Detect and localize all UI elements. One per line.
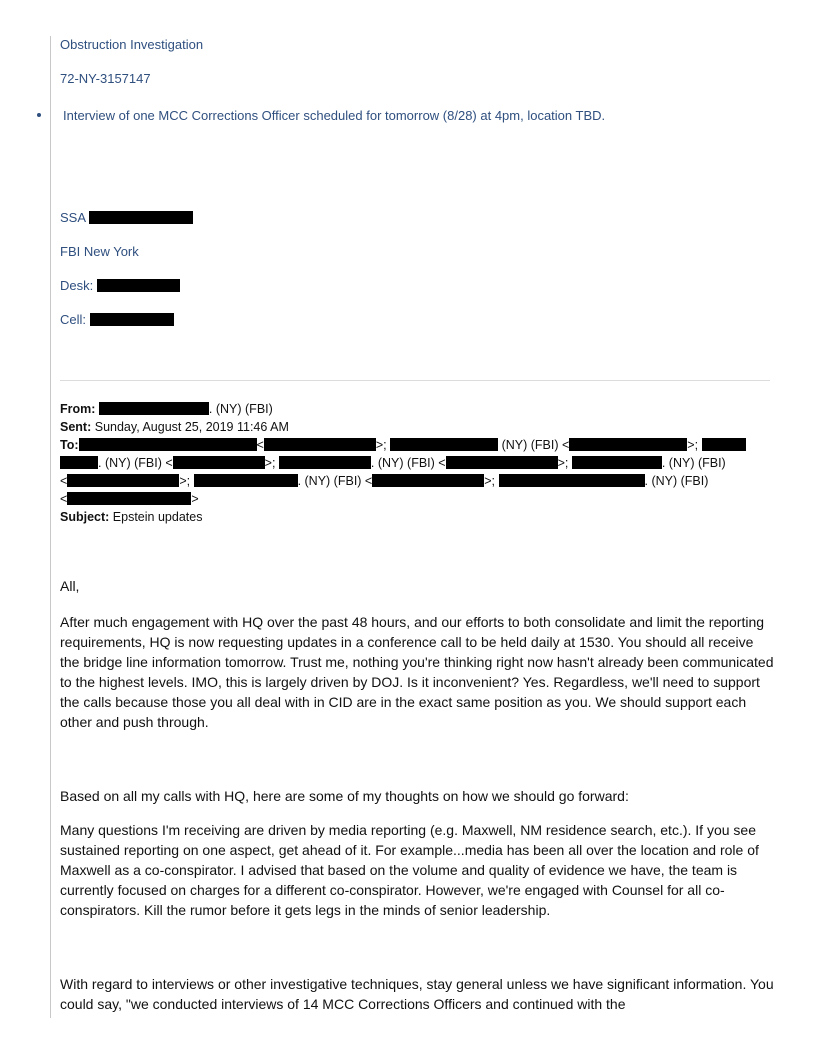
to-text: . (NY) (FBI)	[644, 474, 709, 488]
redaction	[372, 474, 484, 487]
to-text: <	[60, 492, 68, 506]
to-text: . (NY) (FBI) <	[98, 456, 173, 470]
to-text: . (NY) (FBI) <	[370, 456, 446, 470]
ssa-line	[60, 210, 193, 225]
redaction	[79, 438, 257, 451]
paragraph-1: After much engagement with HQ over the past 48 hours, and our efforts to both consolidate and limit the reporting requirements, HQ is now requesting updates in a conference call to be held daily at 1530. You should all receive the bridge line information tomorrow. Trust me, nothing you're thinking right now hasn't already been communicated to the highest levels. IMO, this is largely driven by DOJ. Is it inconvenient? Yes. Regardless, we'll need to support the calls because those you all deal with in CID are in the exact same position as you. We should support each other and push through.	[60, 614, 774, 730]
redaction	[279, 456, 371, 469]
desk-line	[60, 278, 180, 293]
redaction	[569, 438, 687, 451]
to-text: >;	[179, 474, 191, 488]
header-to-line3	[60, 472, 776, 490]
redaction	[499, 474, 645, 487]
header-from	[60, 400, 776, 418]
greeting: All,	[60, 578, 80, 594]
bullet-item: Interview of one MCC Corrections Officer scheduled for tomorrow (8/28) at 4pm, location TBD.	[63, 108, 606, 123]
redaction	[390, 438, 498, 451]
redaction	[67, 492, 191, 505]
header-to-line1	[60, 436, 776, 454]
redaction	[97, 279, 180, 292]
to-text: >;	[484, 474, 496, 488]
office-line: FBI New York	[60, 244, 139, 259]
subject-label: Subject:	[60, 510, 110, 524]
redaction	[67, 474, 179, 487]
redaction	[173, 456, 265, 469]
case-number: 72-NY-3157147	[60, 71, 151, 86]
to-text: >	[191, 492, 199, 506]
subject-value: Epstein updates	[112, 510, 203, 524]
redaction	[60, 456, 98, 469]
to-text: <	[60, 474, 68, 488]
bullet-icon	[37, 113, 41, 117]
to-text: >;	[687, 438, 699, 452]
from-suffix: . (NY) (FBI)	[208, 402, 273, 416]
quote-bar	[50, 36, 51, 1018]
cell-label: Cell:	[60, 312, 87, 327]
case-title: Obstruction Investigation	[60, 37, 204, 52]
redaction	[264, 438, 376, 451]
redaction	[446, 456, 558, 469]
header-subject	[60, 508, 776, 526]
to-text: >;	[375, 438, 387, 452]
to-label: To:	[60, 438, 79, 452]
divider	[60, 380, 770, 381]
header-sent	[60, 418, 776, 436]
redaction	[99, 402, 209, 415]
to-text: >;	[557, 456, 569, 470]
paragraph-4: With regard to interviews or other investigative techniques, stay general unless we have significant information. You could say, "we conducted interviews of 14 MCC Corrections Officers and continued with the	[60, 976, 774, 1012]
desk-label: Desk:	[60, 278, 94, 293]
sent-value: Sunday, August 25, 2019 11:46 AM	[94, 420, 289, 434]
redaction	[89, 211, 193, 224]
sent-label: Sent:	[60, 420, 92, 434]
to-text: . (NY) (FBI) <	[297, 474, 373, 488]
header-to-line4	[60, 490, 776, 508]
to-text: >;	[264, 456, 276, 470]
to-text: . (NY) (FBI)	[661, 456, 726, 470]
redaction	[572, 456, 662, 469]
paragraph-3: Many questions I'm receiving are driven by media reporting (e.g. Maxwell, NM residence search, etc.). If you see sustained reporting on one aspect, get ahead of it. For example...media has been all over the location and role of Maxwell as a co-conspirator. I advised that based on the volume and quality of evidence we have, the team is currently focused on charges for a different co-conspirator. However, we're engaged with Counsel for all co-conspirators. Kill the rumor before it gets legs in the minds of senior leadership.	[60, 822, 759, 918]
redaction	[90, 313, 174, 326]
header-to-line2	[60, 454, 776, 472]
to-text: <	[256, 438, 264, 452]
paragraph-2: Based on all my calls with HQ, here are some of my thoughts on how we should go forward:	[60, 788, 629, 804]
ssa-label: SSA	[60, 210, 86, 225]
to-text: (NY) (FBI) <	[501, 438, 570, 452]
from-label: From:	[60, 402, 96, 416]
cell-line	[60, 312, 174, 327]
redaction	[194, 474, 298, 487]
redaction	[702, 438, 746, 451]
